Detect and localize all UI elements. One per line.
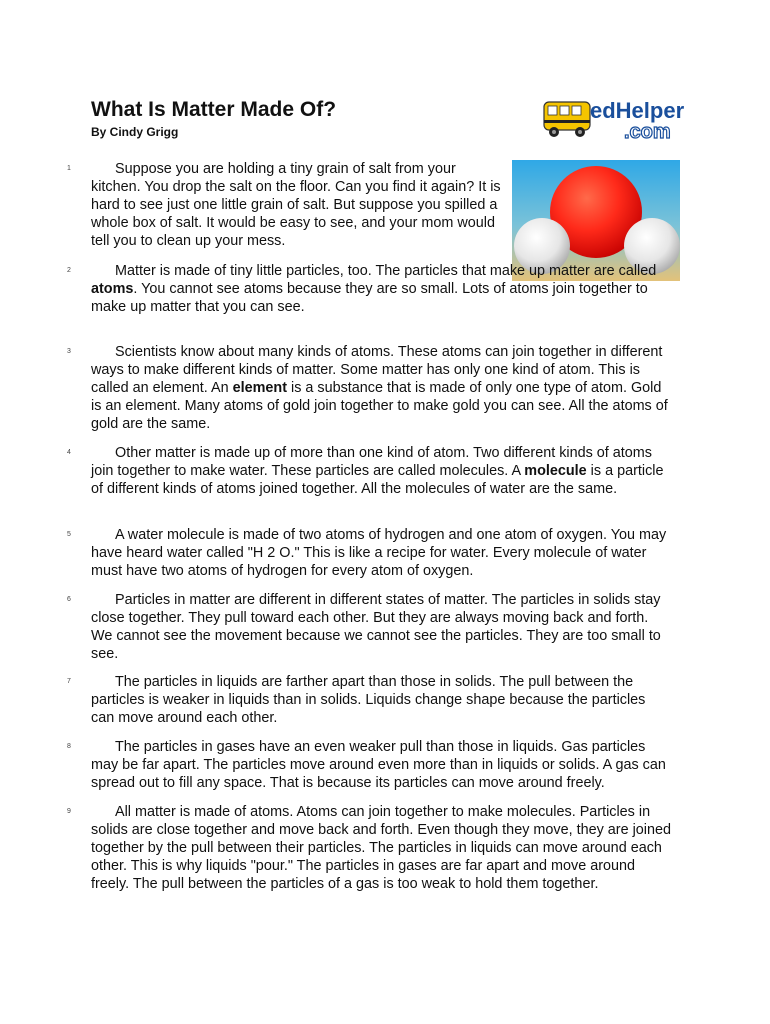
paragraph: 3 Scientists know about many kinds of atoms. These atoms can join together in different ways to make different kinds of matter. Some matter has only one kind of atom. This is called an element. An element is a substance that is made of only one type of atom. Gold is an element. Many atoms of gold join together to make gold you can see. All the atoms of gold are the same. (67, 344, 668, 432)
paragraph: 4 Other matter is made up of more than one kind of atom. Two different kinds of atoms join together to make water. These particles are called molecules. A molecule is a particle of different kinds of atoms joined together. All the molecules of water are the same. (67, 445, 664, 497)
logo-text-com: .com (624, 121, 671, 143)
paragraph-number: 8 (67, 743, 71, 750)
page-title: What Is Matter Made Of? (91, 98, 337, 121)
author-byline: By Cindy Grigg (91, 125, 179, 139)
paragraph-number: 5 (67, 531, 71, 538)
paragraph: 2 Matter is made of tiny little particles, too. The particles that make up matter are called atoms. You cannot see atoms because they are so small. Lots of atoms join together to make up matter that you can see. (67, 263, 657, 315)
school-bus-logo-icon (540, 90, 684, 146)
paragraph-number: 1 (67, 165, 71, 172)
paragraph-number: 6 (67, 596, 71, 603)
term-atoms: atoms (91, 281, 134, 297)
edhelper-logo (540, 90, 684, 146)
paragraph-number: 2 (67, 267, 71, 274)
paragraph: 7 The particles in liquids are farther apart than those in solids. The pull between the particles is weaker in liquids than in solids. Liquids change shape because the particles can move around each other. (67, 674, 646, 726)
logo-text-ed: edHelper (590, 98, 684, 123)
paragraph-number: 3 (67, 348, 71, 355)
term-molecule: molecule (524, 463, 587, 479)
paragraph: 5 A water molecule is made of two atoms of hydrogen and one atom of oxygen. You may have heard water called "H 2 O." This is like a recipe for water. Every molecule of water must have two atoms of hydrogen for every atom of oxygen. (67, 527, 667, 579)
paragraph-number: 9 (67, 808, 71, 815)
paragraph: 6 Particles in matter are different in different states of matter. The particles in solids stay close together. They pull toward each other. But they are always moving back and forth. We cannot see the movement because we cannot see the particles. They are too small to see. (67, 592, 661, 662)
paragraph-number: 7 (67, 678, 71, 685)
term-element: element (232, 380, 287, 396)
paragraph: 8 The particles in gases have an even weaker pull than those in liquids. Gas particles may be far apart. The particles move around even more than in liquids or solids. A gas can spread out to fill any space. That is because its particles can move around freely. (67, 739, 666, 791)
paragraph: 9 All matter is made of atoms. Atoms can join together to make molecules. Particles in solids are close together and move back and forth. Even though they move, they are joined together by the pull between their particles. The particles in liquids can move around each other. This is why liquids "pour." The particles in gases are far apart and move around freely. The pull between the particles of a gas is too weak to hold them together. (67, 804, 671, 892)
paragraph: 1 Suppose you are holding a tiny grain of salt from your kitchen. You drop the salt on the floor. Can you find it again? It is hard to see just one little grain of salt. But suppose you spilled a whole box of salt. It would be easy to see, and your mom would tell you to clean up your mess. (67, 161, 501, 249)
paragraph-number: 4 (67, 449, 71, 456)
